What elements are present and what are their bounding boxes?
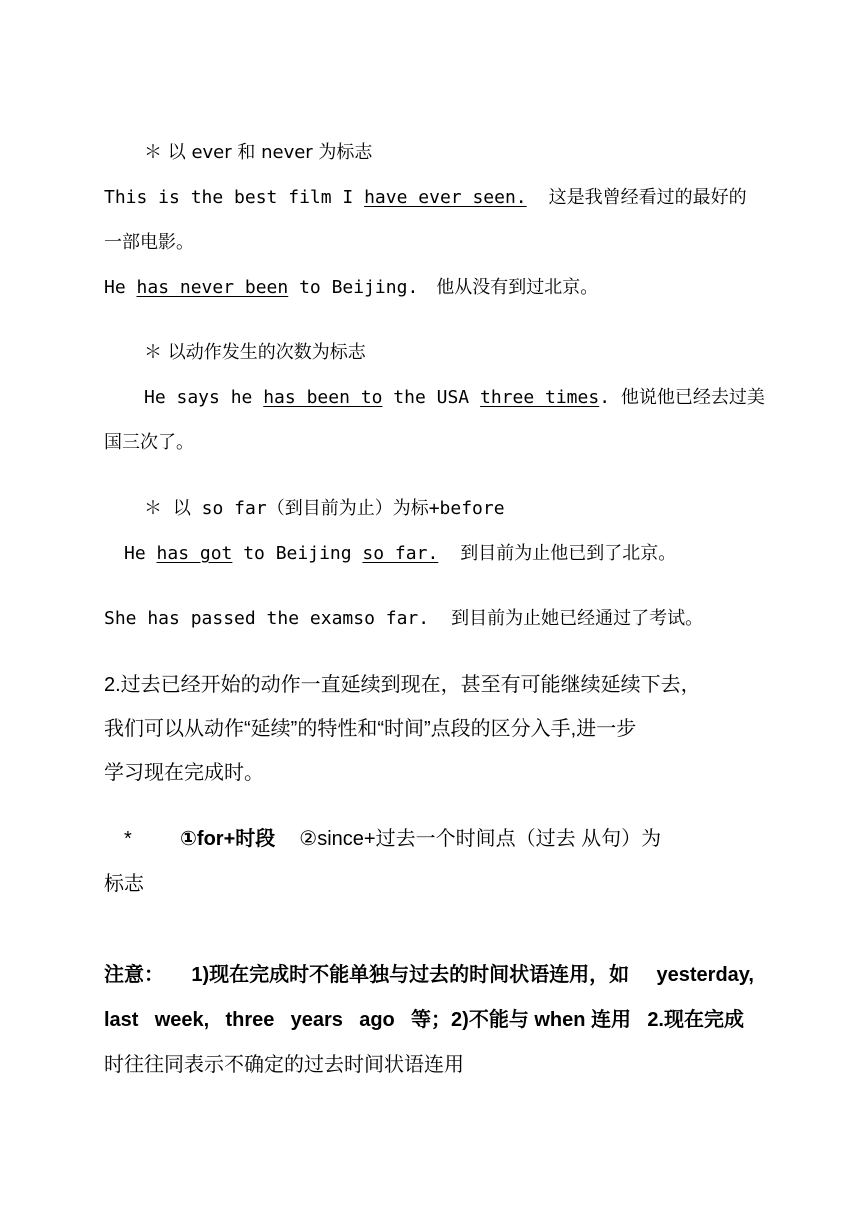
- note-line-3: 时往往同表示不确定的过去时间状语连用: [104, 1054, 464, 1076]
- for-since-rule: [180, 827, 661, 851]
- translation: 这是我曾经看过的最好的: [548, 187, 747, 208]
- translation-continued: 一部电影。: [104, 232, 194, 253]
- paragraph-line-3: 学习现在完成时。: [104, 762, 264, 784]
- underlined-phrase: three times: [479, 387, 600, 408]
- bullet-times: ＊ 以动作发生的次数为标志: [144, 342, 366, 363]
- since-continued: 标志: [104, 873, 144, 895]
- example-text: This is the best film I: [104, 187, 365, 208]
- example-text: She has passed the examso far.: [104, 608, 430, 629]
- example-text: He: [124, 543, 157, 564]
- example-text: to Beijing.: [288, 277, 419, 298]
- translation: 他说他已经去过美: [620, 387, 765, 408]
- note-word: three: [225, 1009, 275, 1031]
- underlined-phrase: has never been: [136, 277, 289, 298]
- example-got-beijing: [124, 542, 676, 566]
- underlined-phrase: have ever seen.: [364, 187, 527, 208]
- underlined-phrase: so far.: [362, 543, 439, 564]
- since-point: ②since+过去一个时间点（过去 从句）为: [299, 828, 662, 850]
- translation: 到目前为止她已经通过了考试。: [451, 608, 704, 629]
- note-text: 等；2)不能与 when 连用: [411, 1009, 632, 1031]
- underlined-phrase: has got: [156, 543, 233, 564]
- translation: 到目前为止他已到了北京。: [460, 543, 677, 564]
- note-text: yesterday,: [656, 964, 754, 986]
- paragraph-line-1: 2.过去已经开始的动作一直延续到现在，甚至有可能继续延续下去，: [104, 674, 701, 696]
- note-text: 2.现在完成: [647, 1009, 744, 1031]
- note-word: years: [290, 1009, 343, 1031]
- note-word: week,: [154, 1009, 210, 1031]
- note-line-2: [104, 1008, 744, 1032]
- bullet-star: *: [124, 828, 132, 850]
- example-three-times: [144, 386, 765, 410]
- example-never-been: [104, 276, 598, 300]
- underlined-phrase: has been to: [263, 387, 383, 408]
- example-text: the USA: [382, 387, 480, 408]
- translation-continued: 国三次了。: [104, 432, 194, 453]
- example-text: to Beijing: [232, 543, 363, 564]
- paragraph-line-2: 我们可以从动作“延续”的特性和“时间”点段的区分入手,进一步: [104, 718, 637, 740]
- example-passed-exam: [104, 607, 703, 631]
- bullet-so-far: ＊ 以 so far（到目前为止）为标+before: [144, 498, 505, 519]
- example-text: He: [104, 277, 137, 298]
- for-duration: ①for+时段: [180, 828, 276, 850]
- bullet-ever-never: ＊ 以 ever 和 never 为标志: [144, 142, 373, 163]
- example-best-film: [104, 186, 747, 210]
- translation: 他从没有到过北京。: [436, 277, 599, 298]
- note-line-1: [104, 963, 754, 987]
- note-text: 1)现在完成时不能单独与过去的时间状语连用，如: [191, 964, 630, 986]
- note-word: ago: [359, 1009, 395, 1031]
- example-text: He says he: [144, 387, 264, 408]
- note-label: 注意：: [104, 964, 164, 986]
- example-text: .: [599, 387, 621, 408]
- note-word: last: [104, 1009, 139, 1031]
